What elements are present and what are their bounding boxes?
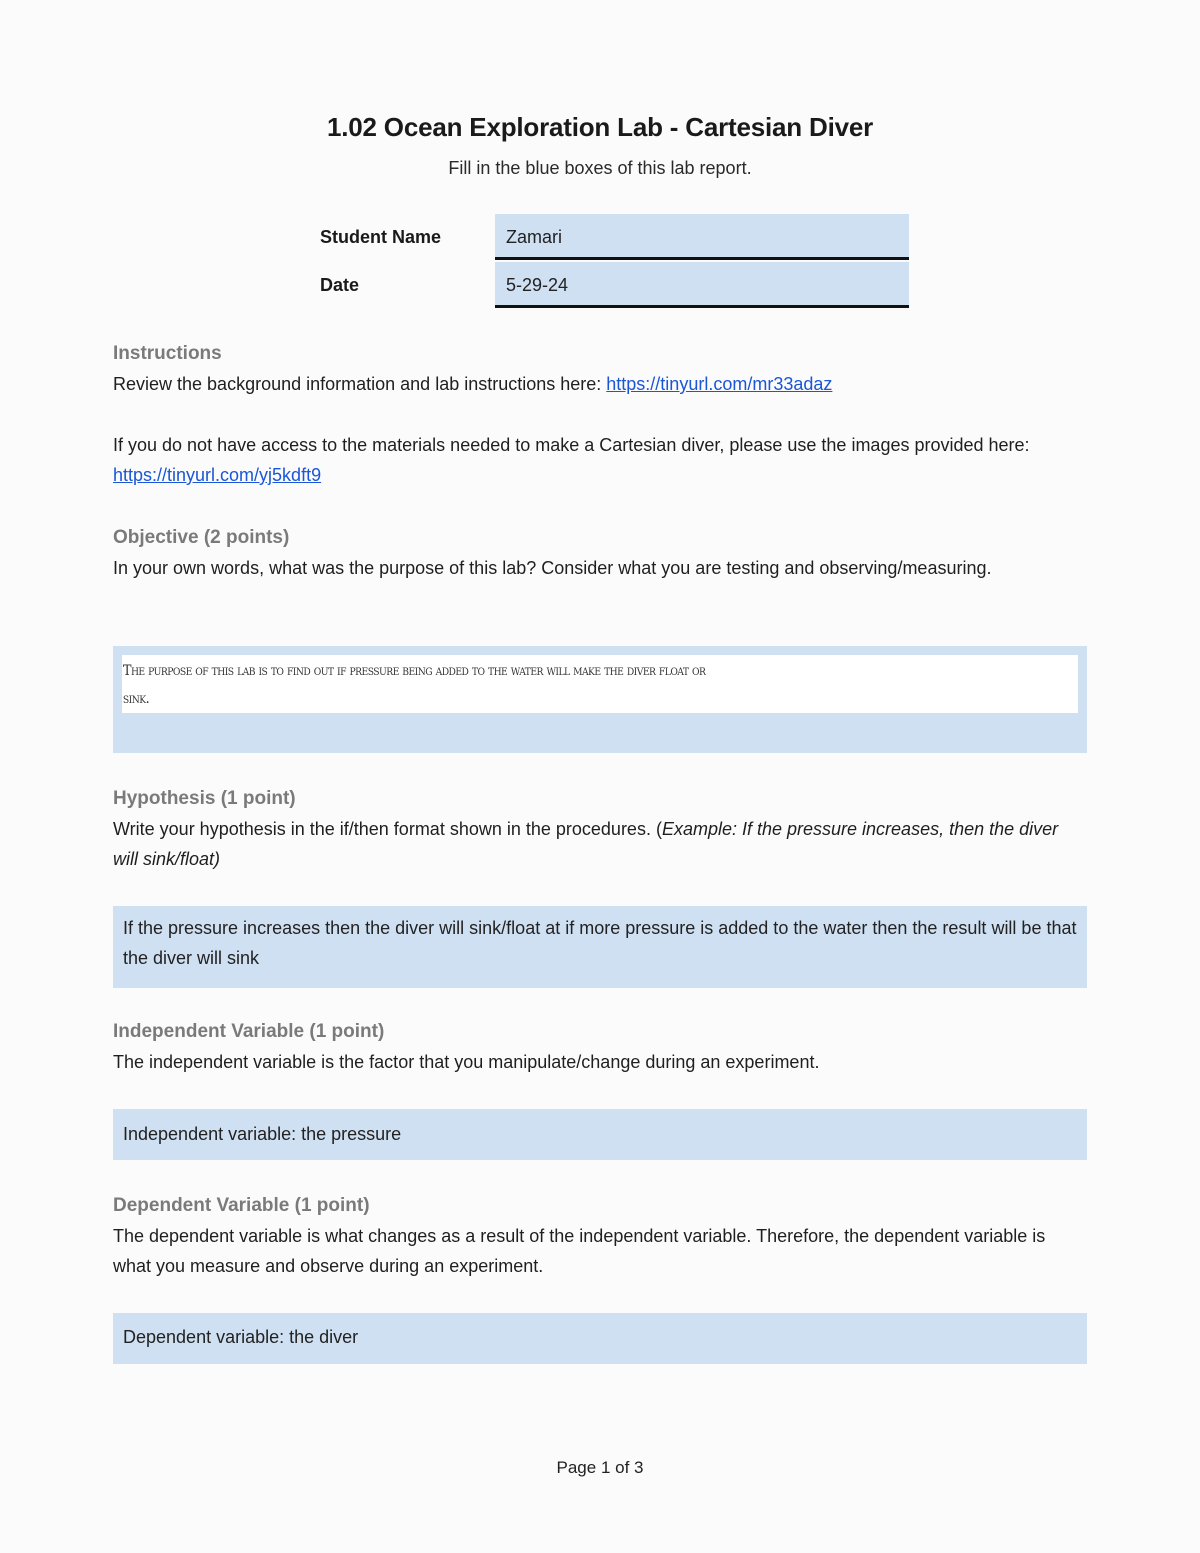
student-name-label: Student Name bbox=[320, 227, 442, 247]
student-name-field[interactable]: Zamari bbox=[495, 214, 909, 260]
instructions-link-2[interactable]: https://tinyurl.com/yj5kdft9 bbox=[113, 465, 322, 485]
hypothesis-heading: Hypothesis (1 point) bbox=[113, 788, 296, 809]
hypothesis-answer-box[interactable] bbox=[113, 906, 1087, 988]
objective-heading: Objective (2 points) bbox=[113, 527, 290, 548]
objective-answer-line-2: sink. bbox=[122, 691, 150, 707]
independent-variable-answer: Independent variable: the pressure bbox=[123, 1124, 402, 1144]
instructions-heading: Instructions bbox=[113, 343, 222, 364]
instructions-line-1-text: Review the background information and lab instructions here: bbox=[113, 374, 607, 394]
date-field[interactable]: 5-29-24 bbox=[495, 262, 909, 308]
student-name-row bbox=[312, 214, 909, 260]
page-subtitle: Fill in the blue boxes of this lab report. bbox=[448, 158, 752, 178]
instructions-section bbox=[113, 339, 1087, 490]
objective-prompt: In your own words, what was the purpose of this lab? Consider what you are testing and observing/measuring. bbox=[113, 558, 992, 578]
instructions-link-1[interactable]: https://tinyurl.com/mr33adaz bbox=[606, 374, 833, 394]
date-row bbox=[312, 262, 909, 308]
objective-answer-line-1: The purpose of this lab is to find out if pressure being added to the water will make the diver float or bbox=[122, 663, 706, 679]
dependent-variable-heading: Dependent Variable (1 point) bbox=[113, 1195, 370, 1216]
objective-section bbox=[113, 523, 1087, 583]
objective-handwritten-image bbox=[122, 655, 1078, 713]
independent-variable-answer-box[interactable] bbox=[113, 1109, 1087, 1160]
date-label: Date bbox=[320, 275, 360, 295]
independent-variable-section bbox=[113, 1017, 1087, 1077]
independent-variable-prompt: The independent variable is the factor that you manipulate/change during an experiment. bbox=[113, 1052, 820, 1072]
dependent-variable-answer-box[interactable] bbox=[113, 1313, 1087, 1364]
dependent-variable-answer: Dependent variable: the diver bbox=[123, 1327, 359, 1347]
hypothesis-section bbox=[113, 784, 1087, 874]
dependent-variable-section bbox=[113, 1191, 1087, 1281]
instructions-line-2-text: If you do not have access to the materials needed to make a Cartesian diver, please use the images provided here: bbox=[113, 435, 1030, 455]
hypothesis-prompt-example: Example: If the pressure increases, then the diver will sink/float) bbox=[113, 819, 1059, 869]
instructions-line-1 bbox=[113, 369, 1087, 399]
hypothesis-prompt bbox=[113, 814, 1087, 874]
hypothesis-answer: If the pressure increases then the diver will sink/float at if more pressure is added to the water then the result will be that the diver will sink bbox=[123, 918, 1077, 968]
page-number: Page 1 of 3 bbox=[556, 1458, 644, 1477]
instructions-line-2 bbox=[113, 430, 1087, 490]
hypothesis-prompt-text: Write your hypothesis in the if/then format shown in the procedures. ( bbox=[113, 819, 662, 839]
objective-answer-box[interactable] bbox=[113, 646, 1087, 753]
dependent-variable-prompt: The dependent variable is what changes as a result of the independent variable. Therefore, the dependent variable is what you measure and observe during an experiment. bbox=[113, 1226, 1046, 1276]
independent-variable-heading: Independent Variable (1 point) bbox=[113, 1021, 385, 1042]
page-title: 1.02 Ocean Exploration Lab - Cartesian Diver bbox=[326, 112, 874, 142]
student-info-table bbox=[312, 214, 909, 310]
